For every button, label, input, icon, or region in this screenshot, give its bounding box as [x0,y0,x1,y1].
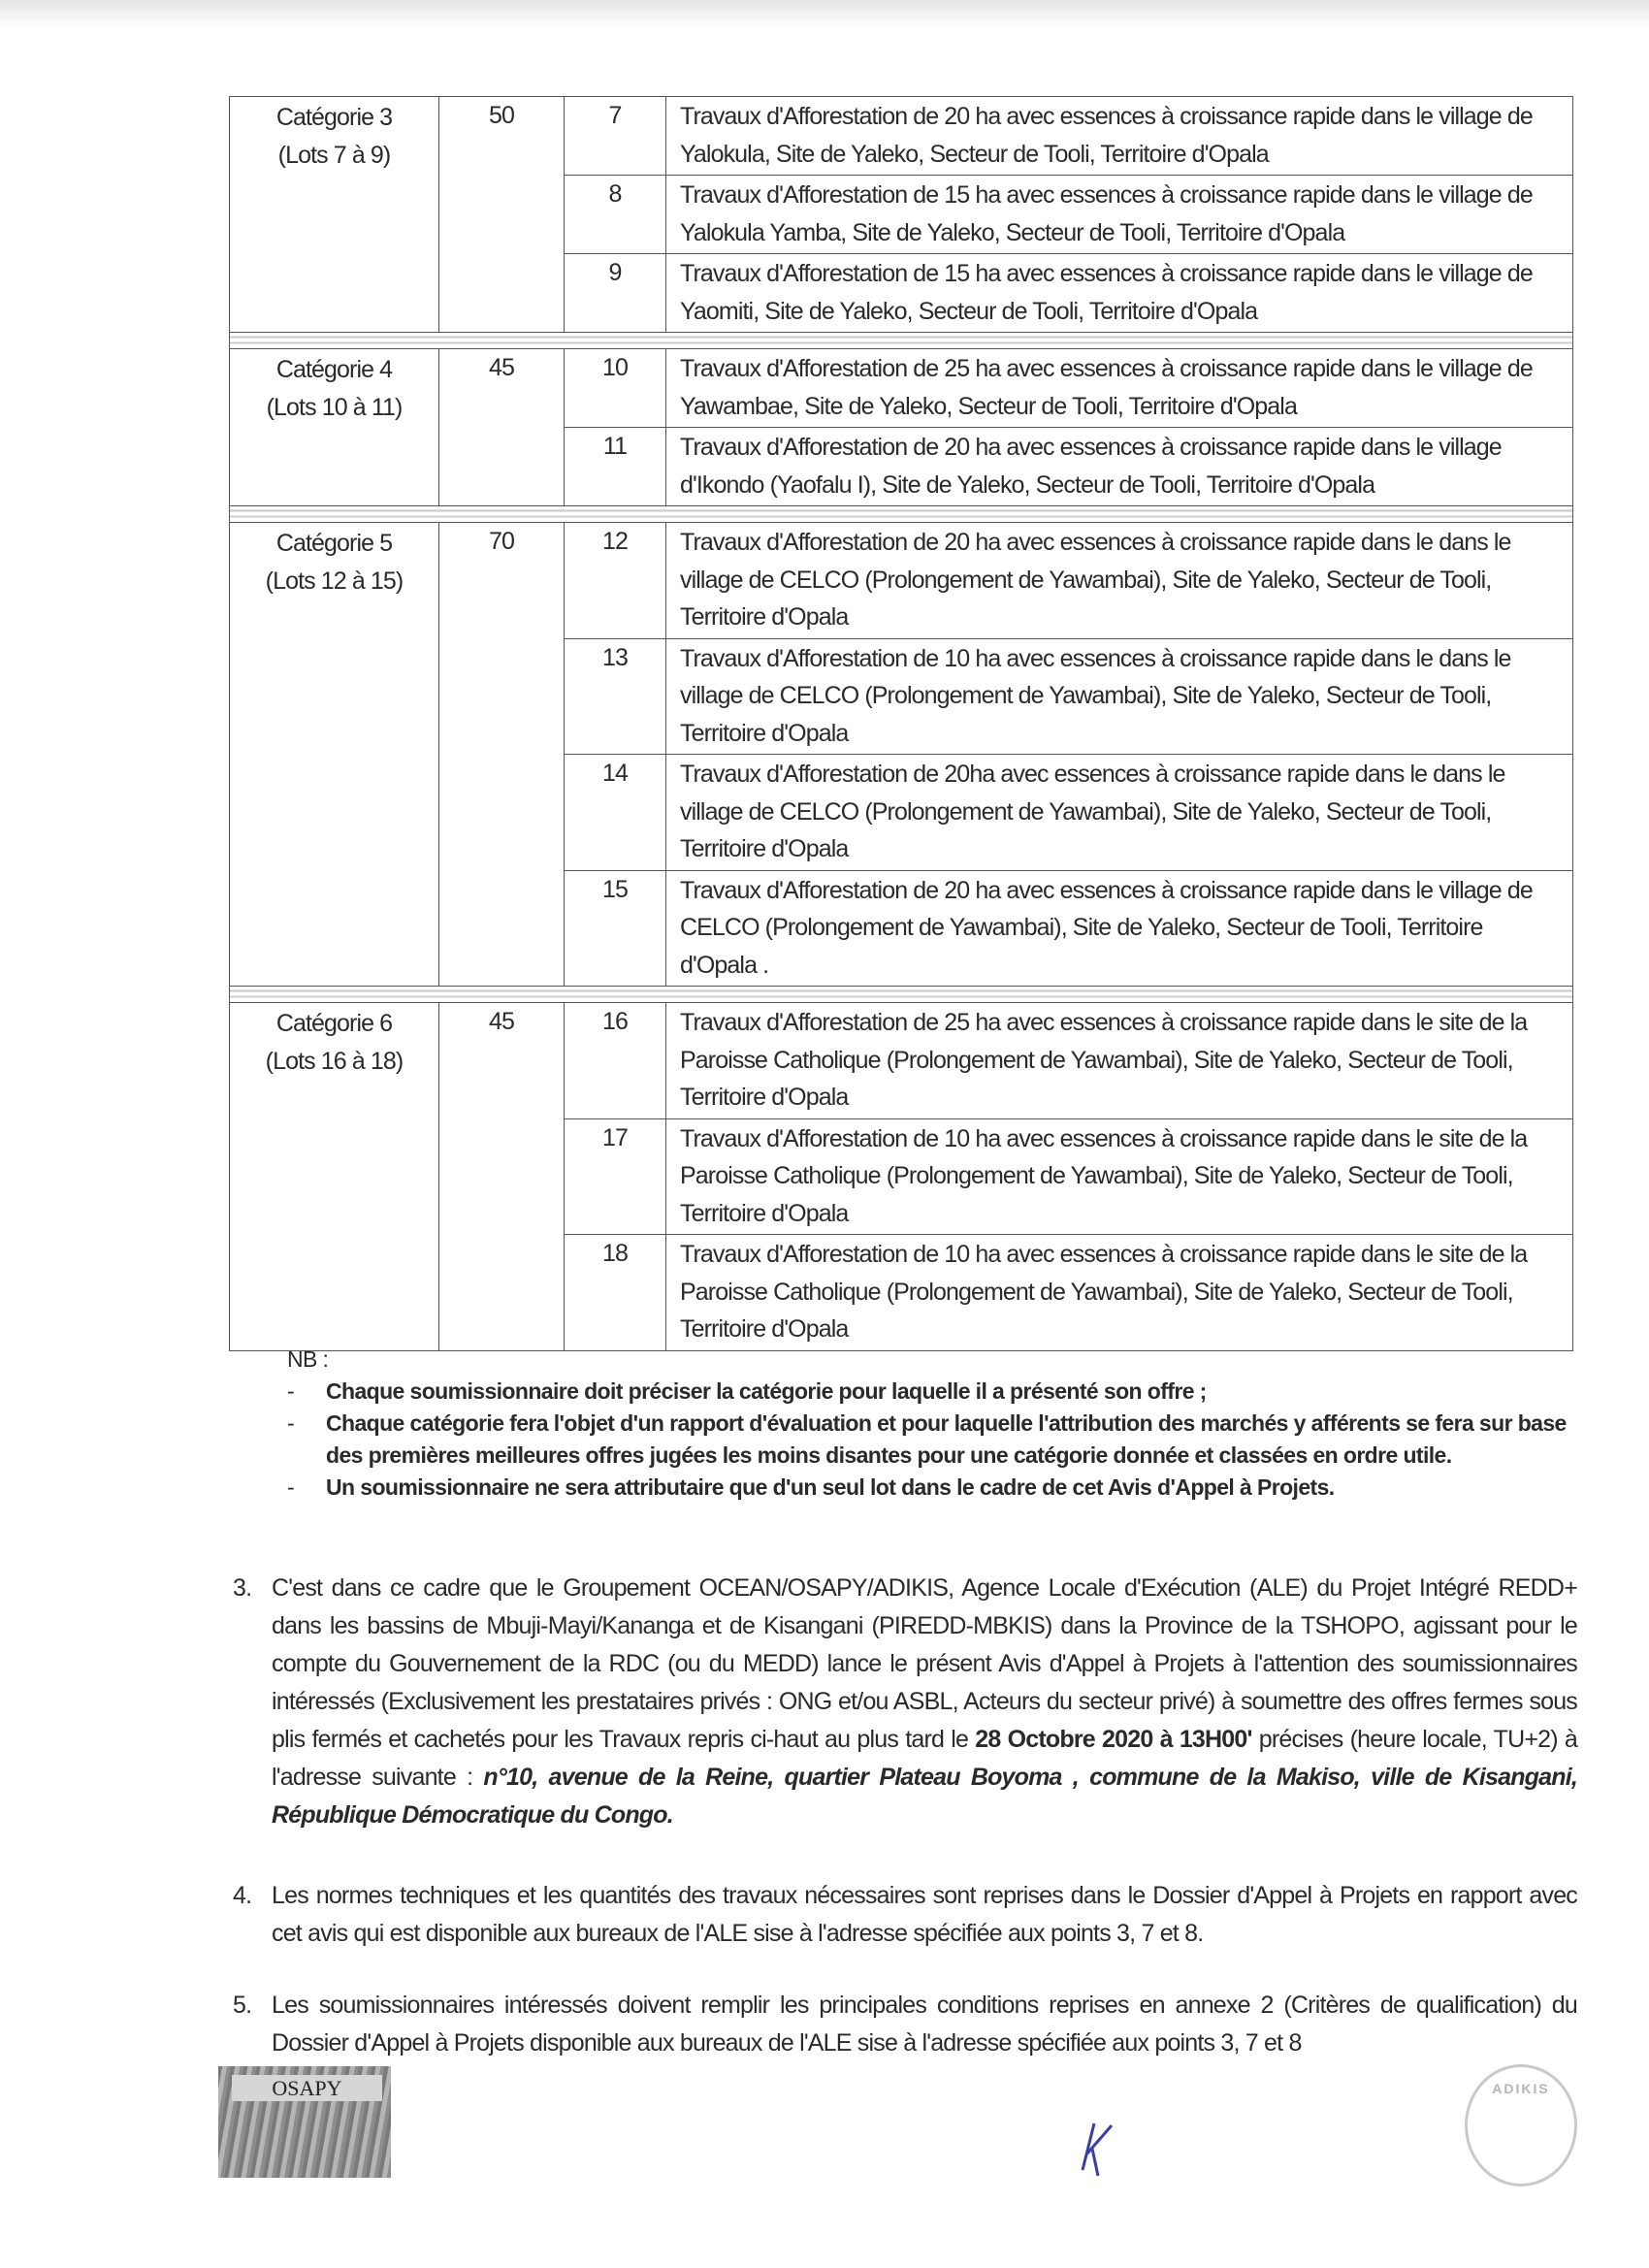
paragraph-number: 3. [233,1574,252,1602]
lot-description: Travaux d'Afforestation de 20ha avec essences à croissance rapide dans le dans le village de CELCO (Prolongement de Yawambai), Site de Yaleko, Secteur de Tooli, Territoire d'Opala [666,755,1573,871]
nb-item-text: Un soumissionnaire ne sera attributaire que d'un seul lot dans le cadre de cet Avis d'Appel à Projets. [326,1474,1335,1500]
lot-description: Travaux d'Afforestation de 25 ha avec essences à croissance rapide dans le site de la Paroisse Catholique (Prolongement de Yawambai), Site de Yaleko, Secteur de Tooli, Territoire d'Opala [666,1003,1573,1119]
lot-description: Travaux d'Afforestation de 20 ha avec essences à croissance rapide dans le village de Yalokula, Site de Yaleko, Secteur de Tooli, Territoire d'Opala [666,97,1573,176]
lot-number: 9 [565,254,666,333]
lots-table [229,96,1573,1351]
lot-description: Travaux d'Afforestation de 15 ha avec essences à croissance rapide dans le village de Yaomiti, Site de Yaleko, Secteur de Tooli, Territoire d'Opala [666,254,1573,333]
quantity-cell: 50 [439,97,565,333]
separator-row [230,506,1573,523]
lot-number: 16 [565,1003,666,1119]
paragraph-3 [233,1570,1577,1834]
nb-title: NB : [287,1346,329,1372]
category-cell [230,1003,439,1351]
quantity-cell: 45 [439,349,565,506]
category-cell [230,523,439,987]
separator-row [230,333,1573,349]
lot-number: 14 [565,755,666,871]
nb-section [287,1344,1577,1504]
category-name: Catégorie 6 [275,1010,393,1037]
lot-number: 15 [565,870,666,987]
table-row [230,1003,1573,1119]
lots-range: (Lots 16 à 18) [265,1047,404,1075]
quantity-cell: 70 [439,523,565,987]
table-row [230,349,1573,428]
lot-description: Travaux d'Afforestation de 25 ha avec essences à croissance rapide dans le village de Yawambae, Site de Yaleko, Secteur de Tooli, Territoire d'Opala [666,349,1573,428]
lot-number: 12 [565,523,666,639]
stamp-text: ADIKIS [1492,2081,1550,2096]
scan-shadow [0,0,1649,27]
lot-number: 11 [565,428,666,506]
lot-description: Travaux d'Afforestation de 15 ha avec essences à croissance rapide dans le village de Yalokula Yamba, Site de Yaleko, Secteur de Tooli, Territoire d'Opala [666,176,1573,254]
paragraph-number: 4. [233,1882,252,1909]
bullet: - [287,1410,295,1436]
category-name: Catégorie 5 [275,530,393,557]
lot-description: Travaux d'Afforestation de 10 ha avec essences à croissance rapide dans le dans le village de CELCO (Prolongement de Yawambai), Site de Yaleko, Secteur de Tooli, Territoire d'Opala [666,638,1573,755]
lots-range: (Lots 10 à 11) [266,393,403,421]
category-name: Catégorie 4 [275,356,393,383]
paragraph-text: Les normes techniques et les quantités des travaux nécessaires sont reprises dans le Dossier d'Appel à Projets en rapport avec cet avis qui est disponible aux bureaux de l'ALE sise à l'adresse spécifiée aux points 3, 7 et 8. [272,1882,1577,1947]
lot-description: Travaux d'Afforestation de 20 ha avec essences à croissance rapide dans le dans le village de CELCO (Prolongement de Yawambai), Site de Yaleko, Secteur de Tooli, Territoire d'Opala [666,523,1573,639]
lots-range: (Lots 7 à 9) [277,141,391,169]
paragraph-4 [233,1877,1577,1953]
adikis-stamp [1465,2064,1577,2187]
lot-number: 13 [565,638,666,755]
separator [230,333,1573,349]
nb-item [287,1376,1577,1408]
paragraph-text [272,1570,1577,1834]
category-cell [230,349,439,506]
bullet: - [287,1378,295,1404]
separator [230,506,1573,523]
deadline: 28 Octobre 2020 à 13H00' [975,1726,1252,1753]
nb-item-text: Chaque soumissionnaire doit préciser la catégorie pour laquelle il a présenté son offre ; [326,1378,1207,1404]
osapy-logo [218,2066,391,2178]
lot-number: 8 [565,176,666,254]
lot-number: 7 [565,97,666,176]
lots-range: (Lots 12 à 15) [265,567,404,595]
logo-text: OSAPY [232,2075,382,2101]
lot-description: Travaux d'Afforestation de 10 ha avec essences à croissance rapide dans le site de la Paroisse Catholique (Prolongement de Yawambai), Site de Yaleko, Secteur de Tooli, Territoire d'Opala [666,1235,1573,1351]
paragraph-5 [233,1987,1577,2062]
nb-item [287,1408,1577,1472]
bullet: - [287,1474,295,1500]
quantity-cell: 45 [439,1003,565,1351]
lot-number: 10 [565,349,666,428]
lot-number: 17 [565,1118,666,1235]
category-cell [230,97,439,333]
lot-description: Travaux d'Afforestation de 20 ha avec essences à croissance rapide dans le village de CELCO (Prolongement de Yawambai), Site de Yaleko, Secteur de Tooli, Territoire d'Opala . [666,870,1573,987]
nb-item [287,1472,1577,1504]
text: C'est dans ce cadre que le Groupement OCEAN/OSAPY/ADIKIS, Agence Locale d'Exécution (ALE) du Projet Intégré REDD+ dans les bassins de Mbuji-Mayi/Kananga et de Kisangani (PIREDD-MBKIS) dans la Province de la TSHOPO, agissant pour le compte du Gouvernement de la RDC (ou du MEDD) lance le présent Avis d'Appel à Projets à l'attention des soumissionnaires intéressés (Exclusivement les prestataires privés : ONG et/ou ASBL, Acteurs du secteur privé) à soumettre des offres fermes sous plis fermés et cachetés pour les Travaux repris ci-haut au plus tard le [272,1574,1577,1753]
text: précises (heure locale, TU+2) à l'adresse suivante : [272,1726,1578,1791]
table-row [230,97,1573,176]
signature [1077,2120,1154,2178]
table-row [230,523,1573,639]
separator-row [230,987,1573,1003]
paragraph-number: 5. [233,1992,252,2019]
paragraph-text: Les soumissionnaires intéressés doivent remplir les principales conditions reprises en annexe 2 (Critères de qualification) du Dossier d'Appel à Projets disponible aux bureaux de l'ALE sise à l'adresse spécifiée aux points 3, 7 et 8 [272,1992,1577,2057]
lot-description: Travaux d'Afforestation de 20 ha avec essences à croissance rapide dans le village d'Ikondo (Yaofalu I), Site de Yaleko, Secteur de Tooli, Territoire d'Opala [666,428,1573,506]
nb-item-text: Chaque catégorie fera l'objet d'un rapport d'évaluation et pour laquelle l'attribution des marchés y afférents se fera sur base des premières meilleures offres jugées les moins disantes pour une catégorie donnée et classées en ordre utile. [326,1410,1567,1468]
category-name: Catégorie 3 [275,104,393,131]
lot-number: 18 [565,1235,666,1351]
address: n°10, avenue de la Reine, quartier Plateau Boyoma , commune de la Makiso, ville de Kisangani, République Démocratique du Congo. [272,1764,1578,1829]
separator [230,987,1573,1003]
lot-description: Travaux d'Afforestation de 10 ha avec essences à croissance rapide dans le site de la Paroisse Catholique (Prolongement de Yawambai), Site de Yaleko, Secteur de Tooli, Territoire d'Opala [666,1118,1573,1235]
